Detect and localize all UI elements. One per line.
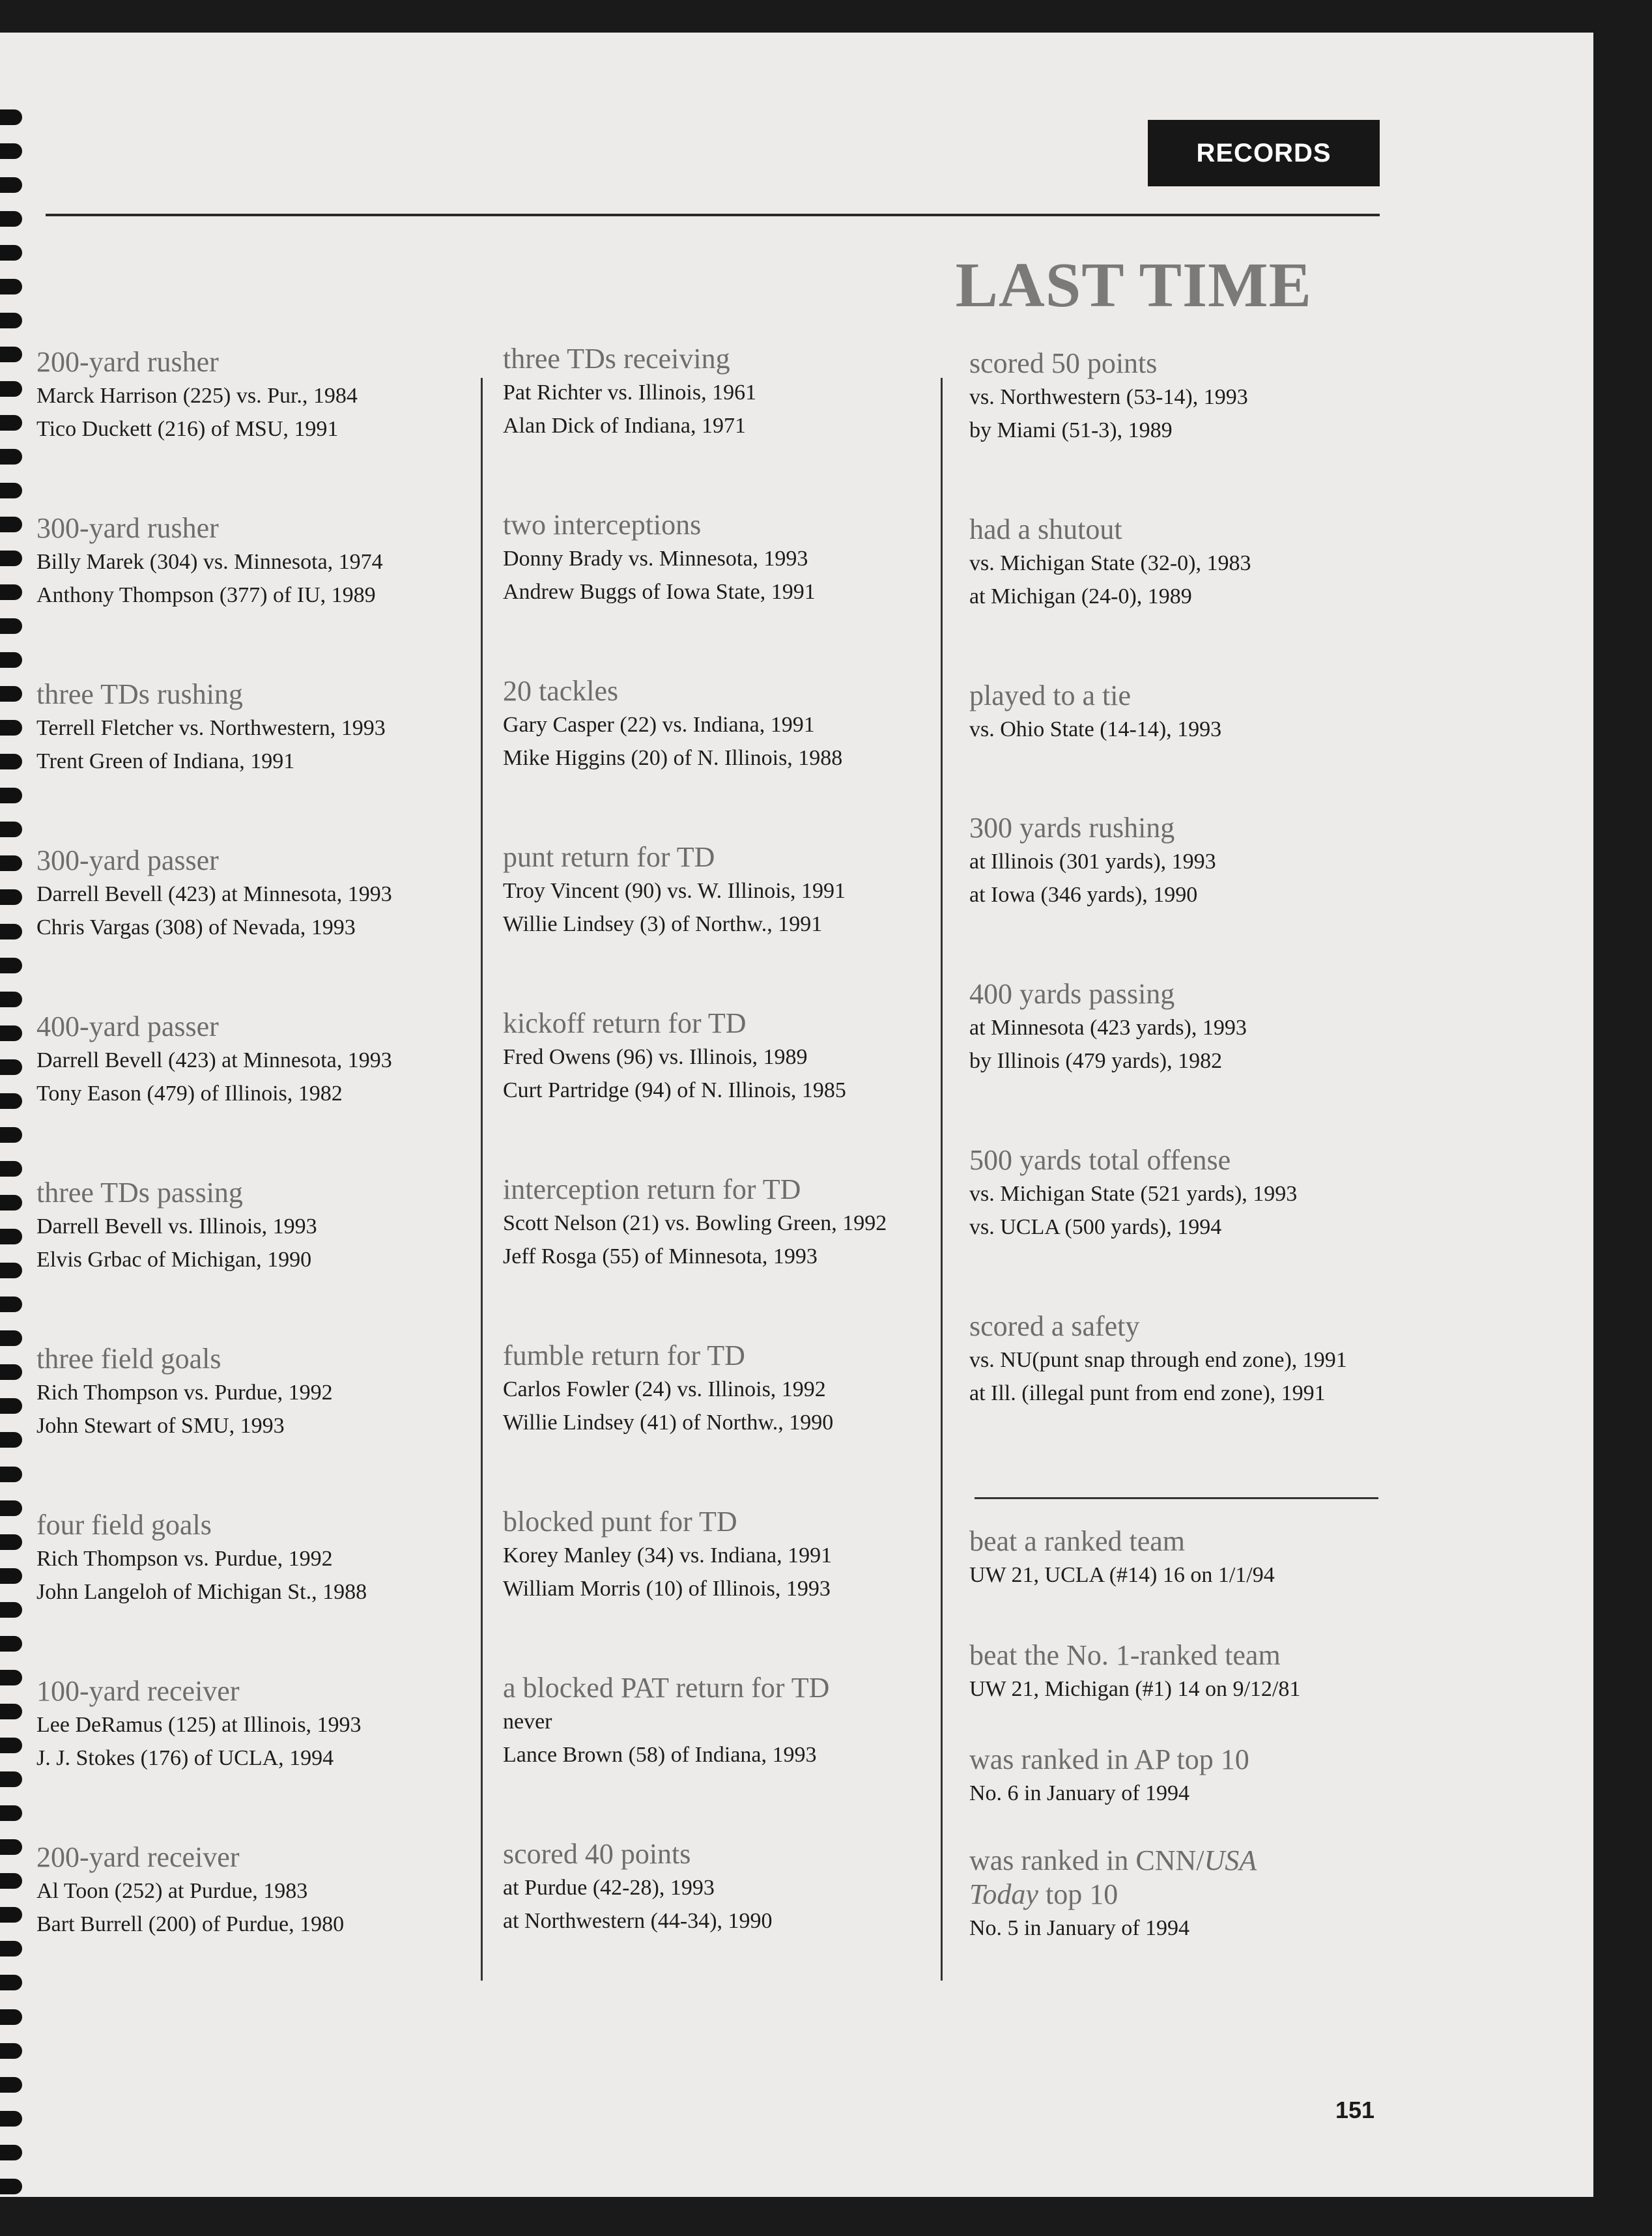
record-line: Rich Thompson vs. Purdue, 1992	[36, 1381, 333, 1405]
record-line: Bart Burrell (200) of Purdue, 1980	[36, 1912, 345, 1936]
record-line: Curt Partridge (94) of N. Illinois, 1985	[503, 1078, 846, 1102]
record-heading: scored 40 points	[503, 1838, 691, 1870]
section-tab: RECORDS	[1148, 120, 1380, 186]
heading-part: was ranked in CNN/	[969, 1844, 1204, 1876]
record-entry	[36, 1176, 317, 1276]
record-entry	[503, 1339, 833, 1439]
record-line: Gary Casper (22) vs. Indiana, 1991	[503, 713, 815, 737]
record-entry	[969, 1310, 1347, 1410]
binding-ring	[0, 381, 22, 397]
header-rule	[46, 214, 1380, 216]
binding-ring	[0, 2145, 22, 2160]
record-entry	[969, 1525, 1275, 1592]
binding-ring	[0, 1093, 22, 1109]
record-line: vs. Northwestern (53-14), 1993	[969, 385, 1248, 409]
record-line: vs. UCLA (500 yards), 1994	[969, 1215, 1222, 1239]
record-entry	[503, 840, 846, 941]
record-line: Rich Thompson vs. Purdue, 1992	[36, 1547, 333, 1571]
binding-ring	[0, 686, 22, 702]
binding-ring	[0, 279, 22, 294]
binding-ring	[0, 245, 22, 261]
record-heading: 100-yard receiver	[36, 1675, 240, 1707]
record-line: Chris Vargas (308) of Nevada, 1993	[36, 915, 356, 939]
record-heading: 400 yards passing	[969, 978, 1175, 1010]
record-entry	[36, 345, 358, 446]
binding-ring	[0, 1161, 22, 1177]
record-line: Troy Vincent (90) vs. W. Illinois, 1991	[503, 879, 846, 903]
record-line: John Langeloh of Michigan St., 1988	[36, 1580, 367, 1604]
record-heading: three field goals	[36, 1343, 221, 1375]
record-heading: 200-yard rusher	[36, 346, 219, 378]
binding-ring	[0, 754, 22, 769]
record-heading: 300-yard rusher	[36, 512, 219, 544]
record-heading: three TDs receiving	[503, 343, 730, 375]
record-heading: played to a tie	[969, 680, 1132, 711]
record-entry	[36, 1010, 392, 1110]
binding-ring	[0, 1636, 22, 1652]
binding-ring	[0, 1263, 22, 1278]
record-entry	[503, 1837, 773, 1938]
record-line: Willie Lindsey (41) of Northw., 1990	[503, 1411, 834, 1435]
binding-ring	[0, 1771, 22, 1787]
record-line: Alan Dick of Indiana, 1971	[503, 414, 746, 438]
binding-ring	[0, 1941, 22, 1956]
binding-ring	[0, 2009, 22, 2025]
binding-ring	[0, 143, 22, 159]
binding-ring	[0, 1704, 22, 1719]
record-line: UW 21, UCLA (#14) 16 on 1/1/94	[969, 1563, 1275, 1587]
record-line: never	[503, 1710, 552, 1734]
record-line: Billy Marek (304) vs. Minnesota, 1974	[36, 550, 383, 574]
binding-ring	[0, 177, 22, 193]
binding-ring	[0, 1568, 22, 1584]
record-line: Jeff Rosga (55) of Minnesota, 1993	[503, 1244, 818, 1268]
record-line: Darrell Bevell vs. Illinois, 1993	[36, 1214, 317, 1239]
record-line: Darrell Bevell (423) at Minnesota, 1993	[36, 882, 392, 906]
record-heading: three TDs passing	[36, 1177, 243, 1209]
binding-ring	[0, 822, 22, 837]
binding-ring	[0, 992, 22, 1007]
record-line: J. J. Stokes (176) of UCLA, 1994	[36, 1746, 334, 1770]
heading-part-italic: Today	[969, 1878, 1038, 1910]
record-line: at Northwestern (44-34), 1990	[503, 1909, 773, 1933]
binding-ring	[0, 415, 22, 431]
binding-ring	[0, 1975, 22, 1990]
record-entry	[36, 1508, 367, 1609]
record-entry	[36, 844, 392, 944]
binding-ring	[0, 1059, 22, 1075]
record-line: John Stewart of SMU, 1993	[36, 1414, 285, 1438]
binding-ring	[0, 1907, 22, 1923]
record-entry	[969, 1844, 1257, 1945]
record-entry	[503, 1671, 829, 1771]
binding-ring	[0, 1602, 22, 1618]
record-entry	[969, 679, 1221, 746]
record-heading: 400-yard passer	[36, 1010, 219, 1042]
record-line: by Illinois (479 yards), 1982	[969, 1049, 1223, 1073]
binding-ring	[0, 1127, 22, 1143]
record-entry	[503, 1007, 846, 1107]
column-3-divider	[975, 1497, 1378, 1499]
record-entry	[36, 1841, 344, 1941]
record-line: Mike Higgins (20) of N. Illinois, 1988	[503, 746, 843, 770]
record-line: Willie Lindsey (3) of Northw., 1991	[503, 912, 823, 936]
record-line: Fred Owens (96) vs. Illinois, 1989	[503, 1045, 808, 1069]
record-heading: three TDs rushing	[36, 678, 243, 710]
binding-ring	[0, 958, 22, 973]
record-entry	[969, 1639, 1300, 1706]
record-line: at Iowa (346 yards), 1990	[969, 883, 1198, 907]
record-heading: a blocked PAT return for TD	[503, 1672, 830, 1704]
record-heading: blocked punt for TD	[503, 1506, 737, 1538]
record-entry	[36, 1674, 362, 1775]
record-line: Trent Green of Indiana, 1991	[36, 749, 295, 773]
record-line: Donny Brady vs. Minnesota, 1993	[503, 547, 808, 571]
binding-ring	[0, 1398, 22, 1414]
record-line: Terrell Fletcher vs. Northwestern, 1993	[36, 716, 386, 740]
binding-ring	[0, 652, 22, 668]
binding-ring	[0, 1364, 22, 1380]
record-line: Lance Brown (58) of Indiana, 1993	[503, 1743, 817, 1767]
record-line: at Minnesota (423 yards), 1993	[969, 1016, 1247, 1040]
record-line: Pat Richter vs. Illinois, 1961	[503, 380, 757, 405]
record-heading: interception return for TD	[503, 1173, 801, 1205]
record-entry	[36, 511, 383, 612]
record-entry	[36, 1342, 333, 1442]
record-line: at Ill. (illegal punt from end zone), 1991	[969, 1381, 1326, 1405]
binding-ring	[0, 517, 22, 532]
binding-ring	[0, 889, 22, 905]
record-entry	[969, 977, 1247, 1078]
record-heading: 300-yard passer	[36, 844, 219, 876]
record-entry	[503, 342, 756, 442]
binding-ring	[0, 2043, 22, 2059]
binding-ring	[0, 1467, 22, 1482]
column-divider-2	[941, 378, 943, 1981]
record-line: No. 6 in January of 1994	[969, 1781, 1190, 1805]
record-line: Marck Harrison (225) vs. Pur., 1984	[36, 384, 358, 408]
binding-ring	[0, 584, 22, 600]
record-line: William Morris (10) of Illinois, 1993	[503, 1577, 831, 1601]
record-heading: scored 50 points	[969, 347, 1158, 379]
record-heading: 200-yard receiver	[36, 1841, 240, 1873]
record-line: vs. Michigan State (521 yards), 1993	[969, 1182, 1298, 1206]
spiral-binding	[0, 109, 26, 2194]
binding-ring	[0, 109, 22, 125]
binding-ring	[0, 618, 22, 634]
binding-ring	[0, 551, 22, 566]
binding-ring	[0, 1297, 22, 1312]
record-heading: scored a safety	[969, 1310, 1140, 1342]
binding-ring	[0, 855, 22, 871]
record-heading: had a shutout	[969, 513, 1122, 545]
column-divider-1	[481, 378, 483, 1981]
binding-ring	[0, 788, 22, 803]
record-entry	[503, 1173, 887, 1273]
binding-ring	[0, 1534, 22, 1550]
record-heading: kickoff return for TD	[503, 1007, 747, 1039]
record-heading: was ranked in AP top 10	[969, 1743, 1249, 1775]
record-line: Al Toon (252) at Purdue, 1983	[36, 1879, 308, 1903]
record-line: Korey Manley (34) vs. Indiana, 1991	[503, 1543, 833, 1568]
record-line: at Purdue (42-28), 1993	[503, 1876, 715, 1900]
record-line: Carlos Fowler (24) vs. Illinois, 1992	[503, 1377, 826, 1401]
record-line: Andrew Buggs of Iowa State, 1991	[503, 580, 816, 604]
record-heading	[969, 1844, 1257, 1878]
record-line: Tico Duckett (216) of MSU, 1991	[36, 417, 339, 441]
record-entry	[969, 811, 1216, 911]
record-entry	[503, 1505, 832, 1605]
record-line: Tony Eason (479) of Illinois, 1982	[36, 1082, 343, 1106]
binding-ring	[0, 1839, 22, 1855]
record-line: at Michigan (24-0), 1989	[969, 584, 1192, 609]
record-line: vs. Michigan State (32-0), 1983	[969, 551, 1251, 575]
binding-ring	[0, 1330, 22, 1346]
binding-ring	[0, 2111, 22, 2127]
record-heading: beat a ranked team	[969, 1525, 1186, 1557]
record-entry	[503, 674, 842, 775]
record-heading-continued	[969, 1878, 1257, 1912]
page-title: LAST TIME	[955, 250, 1312, 321]
heading-part: top 10	[1038, 1878, 1118, 1910]
record-heading: punt return for TD	[503, 841, 715, 873]
record-line: at Illinois (301 yards), 1993	[969, 850, 1216, 874]
binding-ring	[0, 1432, 22, 1448]
record-line: Darrell Bevell (423) at Minnesota, 1993	[36, 1048, 392, 1072]
binding-ring	[0, 1500, 22, 1516]
record-line: vs. Ohio State (14-14), 1993	[969, 717, 1222, 741]
record-entry	[503, 508, 816, 609]
binding-ring	[0, 1195, 22, 1211]
binding-ring	[0, 449, 22, 465]
binding-ring	[0, 924, 22, 939]
record-heading: 20 tackles	[503, 675, 619, 707]
page-number: 151	[1335, 2097, 1375, 2123]
binding-ring	[0, 1025, 22, 1041]
record-heading: 500 yards total offense	[969, 1144, 1231, 1176]
binding-ring	[0, 313, 22, 328]
record-line: Lee DeRamus (125) at Illinois, 1993	[36, 1713, 362, 1737]
heading-part-italic: USA	[1204, 1844, 1257, 1876]
record-entry	[969, 347, 1248, 447]
binding-ring	[0, 1738, 22, 1753]
binding-ring	[0, 1873, 22, 1889]
record-entry	[36, 678, 386, 778]
record-line: by Miami (51-3), 1989	[969, 418, 1173, 442]
record-heading: four field goals	[36, 1509, 212, 1541]
record-heading: two interceptions	[503, 509, 702, 541]
record-line: Scott Nelson (21) vs. Bowling Green, 1992	[503, 1211, 887, 1235]
record-line: Elvis Grbac of Michigan, 1990	[36, 1248, 312, 1272]
record-line: UW 21, Michigan (#1) 14 on 9/12/81	[969, 1677, 1301, 1701]
record-entry	[969, 513, 1251, 613]
record-line: Anthony Thompson (377) of IU, 1989	[36, 583, 376, 607]
binding-ring	[0, 1670, 22, 1685]
binding-ring	[0, 211, 22, 227]
record-entry	[969, 1743, 1249, 1810]
binding-ring	[0, 483, 22, 498]
binding-ring	[0, 720, 22, 736]
binding-ring	[0, 347, 22, 362]
record-line: No. 5 in January of 1994	[969, 1916, 1190, 1940]
record-heading: fumble return for TD	[503, 1340, 745, 1371]
record-line: vs. NU(punt snap through end zone), 1991	[969, 1348, 1347, 1372]
record-heading: 300 yards rushing	[969, 812, 1175, 844]
binding-ring	[0, 1805, 22, 1821]
binding-ring	[0, 2077, 22, 2093]
binding-ring	[0, 1229, 22, 1244]
record-heading: beat the No. 1-ranked team	[969, 1639, 1281, 1671]
record-entry	[969, 1143, 1297, 1244]
binding-ring	[0, 2179, 22, 2194]
document-page	[0, 33, 1593, 2197]
